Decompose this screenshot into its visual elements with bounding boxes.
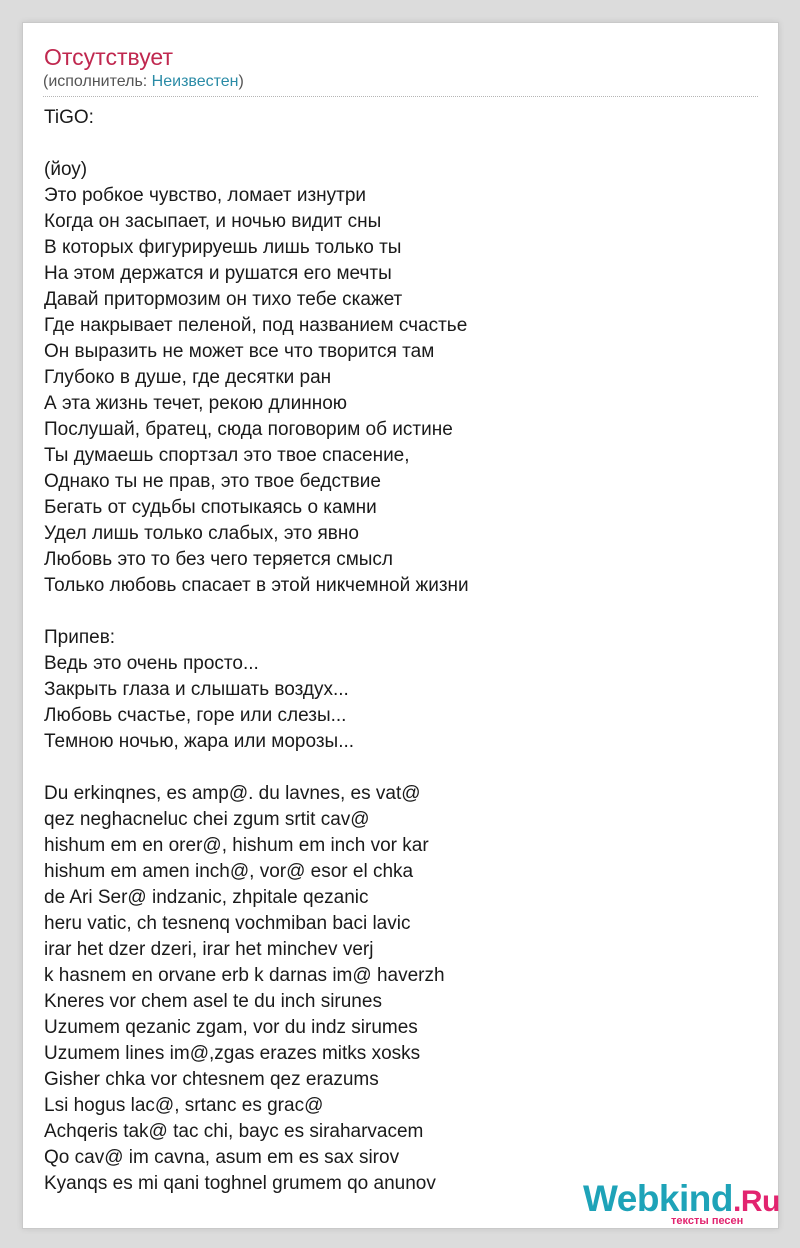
lyric-line: Припев:: [44, 627, 116, 648]
lyric-line: Gisher chka vor chtesnem qez erazums: [44, 1069, 379, 1090]
lyric-line: Где накрывает пеленой, под названием счастье: [44, 315, 468, 336]
lyric-line: Бегать от судьбы спотыкаясь о камни: [44, 497, 377, 518]
lyric-line: Темною ночью, жара или морозы...: [44, 731, 355, 752]
lyric-blank-line: [44, 755, 764, 781]
artist-prefix: (исполнитель:: [43, 73, 152, 90]
lyric-line: Когда он засыпает, и ночью видит сны: [44, 211, 382, 232]
lyrics-card: [22, 22, 779, 1229]
lyric-line: Uzumem qezanic zgam, vor du indz sirumes: [44, 1017, 418, 1038]
lyric-line: irar het dzer dzeri, irar het minchev verj: [44, 939, 374, 960]
artist-suffix: ): [238, 73, 244, 90]
lyric-line: Давай притормозим он тихо тебе скажет: [44, 289, 403, 310]
song-title: Отсутствует: [44, 44, 173, 70]
lyric-line: Это робкое чувство, ломает изнутри: [44, 185, 367, 206]
lyric-line: Послушай, братец, сюда поговорим об истине: [44, 419, 453, 440]
lyric-line: Kneres vor chem asel te du inch sirunes: [44, 991, 382, 1012]
lyric-line: Закрыть глаза и слышать воздух...: [44, 679, 349, 700]
lyric-line: В которых фигурируешь лишь только ты: [44, 237, 402, 258]
lyric-line: А эта жизнь течет, рекою длинною: [44, 393, 348, 414]
lyric-line: Ведь это очень просто...: [44, 653, 259, 674]
lyric-line: Ты думаешь спортзал это твое спасение,: [44, 445, 410, 466]
lyric-line: (йоу): [44, 159, 88, 180]
lyric-line: Qo cav@ im cavna, asum em es sax sirov: [44, 1147, 400, 1168]
lyric-line: hishum em en orer@, hishum em inch vor kar: [44, 835, 429, 856]
lyric-line: Однако ты не прав, это твое бедствие: [44, 471, 381, 492]
lyric-line: Он выразить не может все что творится там: [44, 341, 435, 362]
logo-brand: Webkind: [583, 1178, 733, 1219]
logo-tagline: тексты песен: [671, 1215, 744, 1227]
lyric-line: Du erkinqnes, es amp@. du lavnes, es vat@: [44, 783, 421, 804]
lyrics-text: [44, 105, 764, 1197]
artist-link[interactable]: Неизвестен: [151, 73, 239, 90]
lyric-line: TiGO:: [44, 107, 94, 128]
lyric-line: Любовь это то без чего теряется смысл: [44, 549, 394, 570]
lyric-line: Kyanqs es mi qani toghnel grumem qo anunov: [44, 1173, 436, 1194]
lyric-blank-line: [44, 599, 764, 625]
lyric-line: Удел лишь только слабых, это явно: [44, 523, 359, 544]
lyric-line: heru vatic, ch tesnenq vochmiban baci lavic: [44, 913, 411, 934]
lyric-line: Uzumem lines im@,zgas erazes mitks xosks: [44, 1043, 421, 1064]
lyric-line: Achqeris tak@ tac chi, bayc es siraharvacem: [44, 1121, 424, 1142]
lyric-blank-line: [44, 131, 764, 157]
lyric-line: Только любовь спасает в этой никчемной жизни: [44, 575, 469, 596]
lyric-line: qez neghacneluc chei zgum srtit cav@: [44, 809, 370, 830]
artist-line: [43, 72, 244, 92]
lyric-line: Глубоко в душе, где десятки ран: [44, 367, 332, 388]
lyric-line: hishum em amen inch@, vor@ esor el chka: [44, 861, 414, 882]
webkind-logo[interactable]: [583, 1178, 778, 1228]
lyric-line: На этом держатся и рушатся его мечты: [44, 263, 392, 284]
lyric-line: Lsi hogus lac@, srtanc es grac@: [44, 1095, 324, 1116]
lyric-line: Любовь счастье, горе или слезы...: [44, 705, 347, 726]
header-divider: [43, 96, 758, 97]
logo-tld: .Ru: [733, 1185, 780, 1218]
lyric-line: k hasnem en orvane erb k darnas im@ haverzh: [44, 965, 445, 986]
lyric-line: de Ari Ser@ indzanic, zhpitale qezanic: [44, 887, 369, 908]
